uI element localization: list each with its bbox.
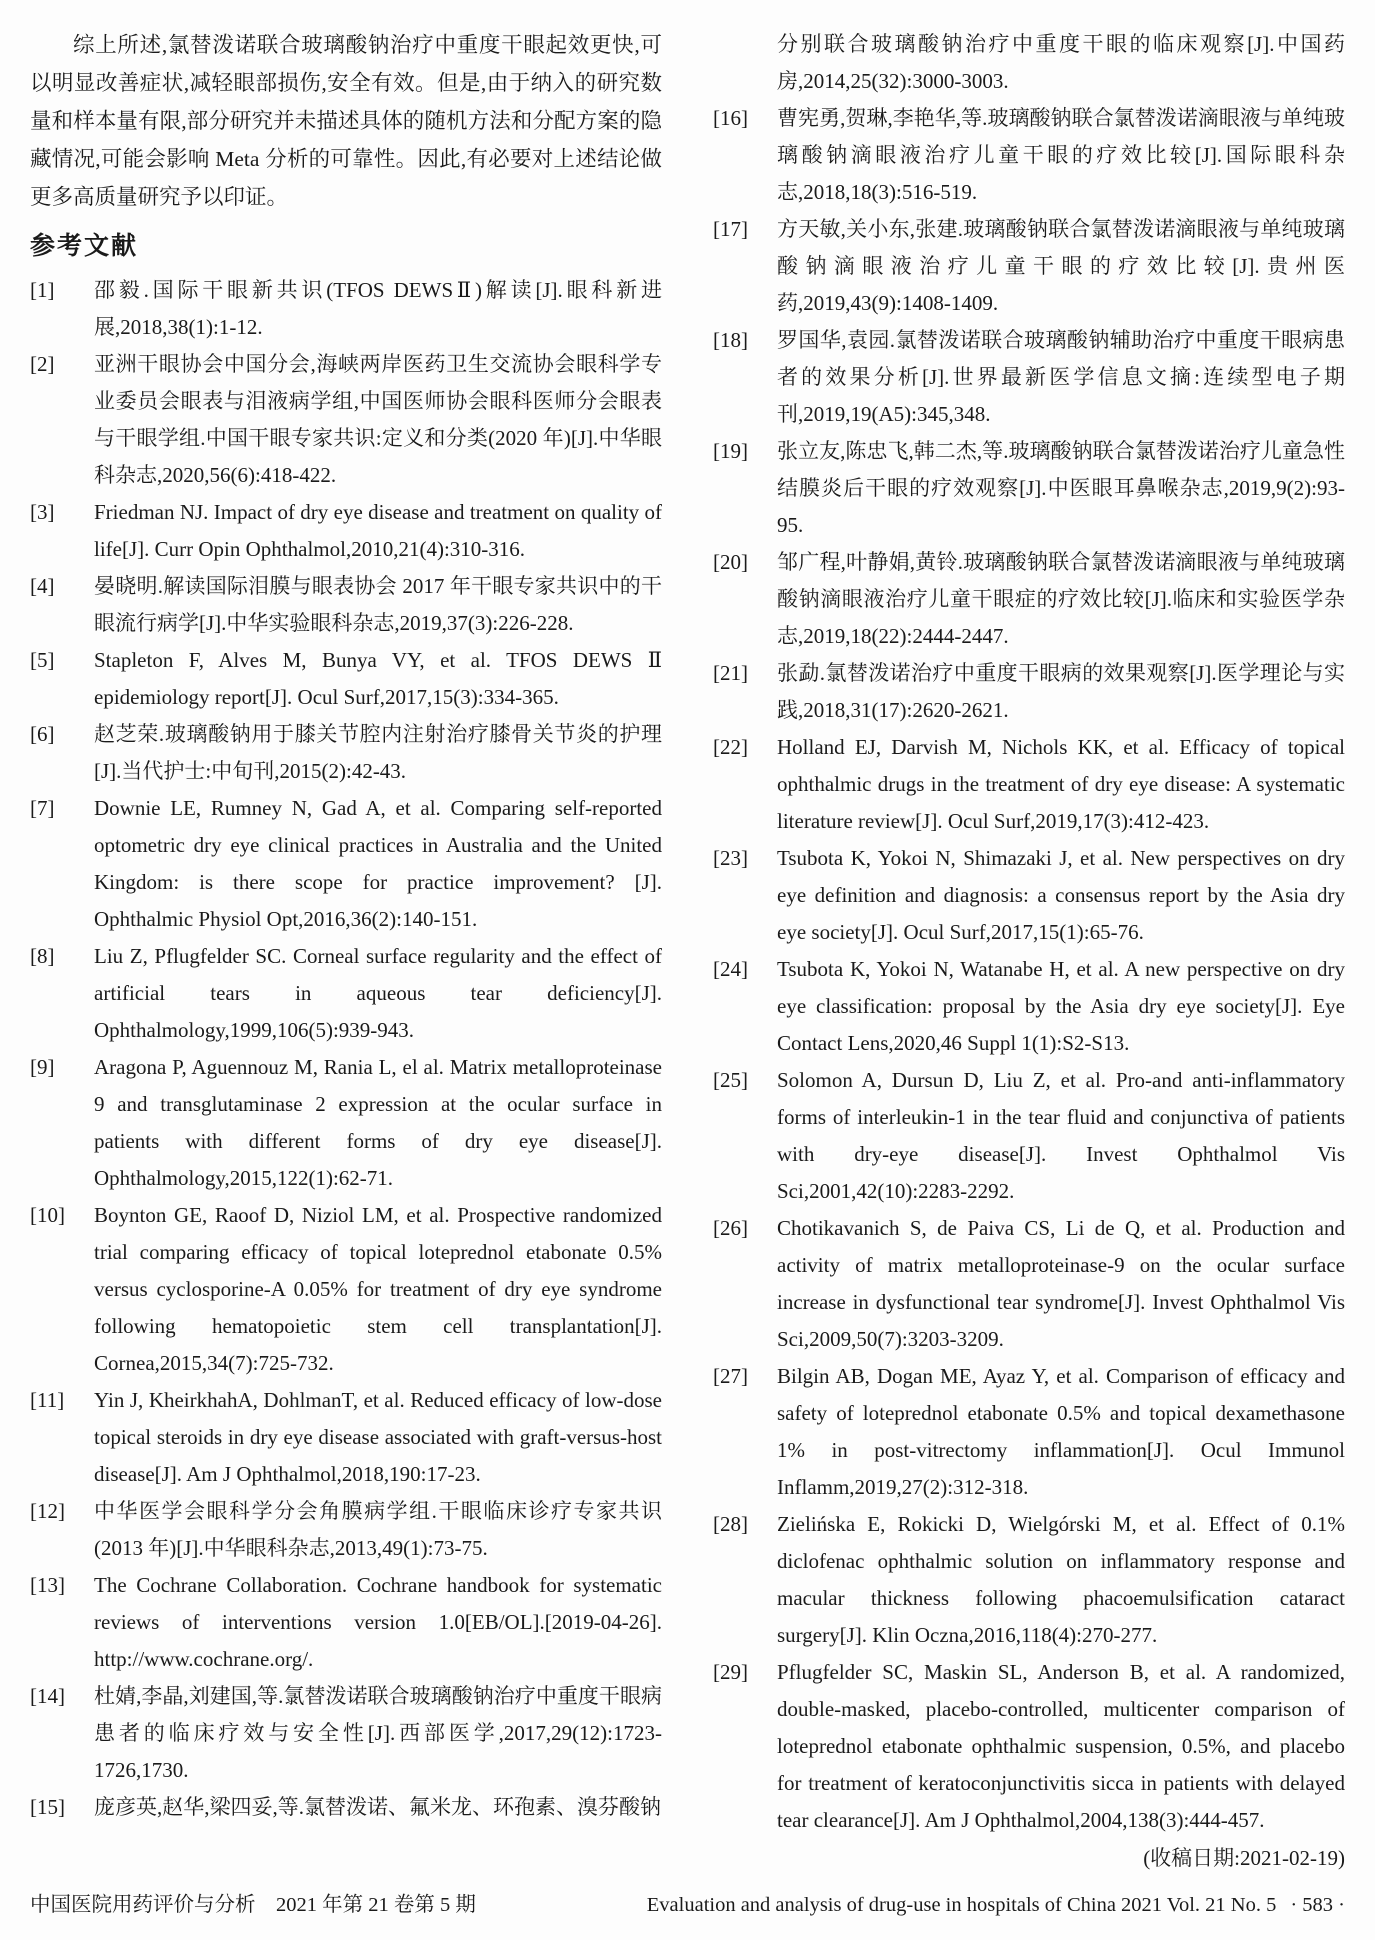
reference-text: 庞彦英,赵华,梁四妥,等.氯替泼诺、氟米龙、环孢素、溴芬酸钠 bbox=[94, 1795, 661, 1819]
reference-item-11 bbox=[30, 1382, 662, 1493]
reference-number: [6] bbox=[30, 722, 55, 746]
reference-text: 赵芝荣.玻璃酸钠用于膝关节腔内注射治疗膝骨关节炎的护理[J].当代护士:中旬刊,2015(2):42-43. bbox=[94, 722, 662, 783]
reference-text: Downie LE, Rumney N, Gad A, et al. Comparing self-reported optometric dry eye clinical practices in Australia and the United Kingdom: is there scope for practice improvement? [J]. Ophthalmic Physiol Opt,2016,36(2):140-151. bbox=[94, 796, 662, 931]
reference-item-28 bbox=[713, 1506, 1345, 1654]
reference-item-7 bbox=[30, 790, 662, 938]
reference-number: [11] bbox=[30, 1388, 65, 1412]
reference-item-25 bbox=[713, 1062, 1345, 1210]
reference-text: Bilgin AB, Dogan ME, Ayaz Y, et al. Comparison of efficacy and safety of loteprednol etabonate 0.5% and topical dexamethasone 1% in post-vitrectomy inflammation[J]. Ocul Immunol Inflamm,2019,27(2):312-318. bbox=[777, 1364, 1345, 1499]
reference-text: Solomon A, Dursun D, Liu Z, et al. Pro-and anti-inflammatory forms of interleukin-1 in the tear fluid and conjunctiva of patients with dry-eye disease[J]. Invest Ophthalmol Vis Sci,2001,42(10):2283-2292. bbox=[777, 1068, 1345, 1203]
reference-text: Boynton GE, Raoof D, Niziol LM, et al. Prospective randomized trial comparing efficacy of topical loteprednol etabonate 0.5% versus cyclosporine-A 0.05% for treatment of dry eye syndrome following hematopoietic stem cell transplantation[J]. Cornea,2015,34(7):725-732. bbox=[94, 1203, 662, 1375]
reference-item-6 bbox=[30, 716, 662, 790]
reference-item-9 bbox=[30, 1049, 662, 1197]
reference-number: [5] bbox=[30, 648, 55, 672]
reference-item-13 bbox=[30, 1567, 662, 1678]
reference-number: [26] bbox=[713, 1216, 748, 1240]
reference-text: 张立友,陈忠飞,韩二杰,等.玻璃酸钠联合氯替泼诺治疗儿童急性结膜炎后干眼的疗效观察[J].中医眼耳鼻喉杂志,2019,9(2):93-95. bbox=[777, 439, 1345, 537]
reference-number: [27] bbox=[713, 1364, 748, 1388]
reference-text: Stapleton F, Alves M, Bunya VY, et al. TFOS DEWS Ⅱ epidemiology report[J]. Ocul Surf,2017,15(3):334-365. bbox=[94, 648, 662, 709]
reference-number: [17] bbox=[713, 217, 748, 241]
reference-text: 罗国华,袁园.氯替泼诺联合玻璃酸钠辅助治疗中重度干眼病患者的效果分析[J].世界最新医学信息文摘:连续型电子期刊,2019,19(A5):345,348. bbox=[777, 328, 1345, 426]
reference-number: [25] bbox=[713, 1068, 748, 1092]
reference-item-19 bbox=[713, 433, 1345, 544]
reference-item-8 bbox=[30, 938, 662, 1049]
reference-number: [23] bbox=[713, 846, 748, 870]
left-column bbox=[30, 26, 662, 1877]
reference-item-23 bbox=[713, 840, 1345, 951]
reference-number: [8] bbox=[30, 944, 55, 968]
reference-number: [12] bbox=[30, 1499, 65, 1523]
references-list-right bbox=[713, 26, 1345, 1839]
reference-text: 邵毅.国际干眼新共识(TFOS DEWSⅡ)解读[J].眼科新进展,2018,38(1):1-12. bbox=[94, 278, 662, 339]
reference-number: [28] bbox=[713, 1512, 748, 1536]
reference-text: 晏晓明.解读国际泪膜与眼表协会 2017 年干眼专家共识中的干眼流行病学[J].中华实验眼科杂志,2019,37(3):226-228. bbox=[94, 574, 662, 635]
reference-number: [2] bbox=[30, 352, 55, 376]
reference-number: [18] bbox=[713, 328, 748, 352]
reference-text: Pflugfelder SC, Maskin SL, Anderson B, et al. A randomized, double-masked, placebo-controlled, multicenter comparison of loteprednol etabonate ophthalmic suspension, 0.5%, and placebo for treatment of keratoconjunctivitis sicca in patients with delayed tear clearance[J]. Am J Ophthalmol,2004,138(3):444-457. bbox=[777, 1660, 1345, 1832]
references-list-left bbox=[30, 272, 662, 1826]
reference-number: [16] bbox=[713, 106, 748, 130]
footer-journal-title-cn: 中国医院用药评价与分析 2021 年第 21 卷第 5 期 bbox=[30, 1894, 476, 1916]
reference-number: [24] bbox=[713, 957, 748, 981]
reference-number: [22] bbox=[713, 735, 748, 759]
reference-text: 方天敏,关小东,张建.玻璃酸钠联合氯替泼诺滴眼液与单纯玻璃酸钠滴眼液治疗儿童干眼的疗效比较[J].贵州医药,2019,43(9):1408-1409. bbox=[777, 217, 1345, 315]
reference-text: 中华医学会眼科学分会角膜病学组.干眼临床诊疗专家共识(2013 年)[J].中华眼科杂志,2013,49(1):73-75. bbox=[94, 1499, 662, 1560]
reference-text: Holland EJ, Darvish M, Nichols KK, et al. Efficacy of topical ophthalmic drugs in the treatment of dry eye disease: A systematic literature review[J]. Ocul Surf,2019,17(3):412-423. bbox=[777, 735, 1345, 833]
footer-en-text: Evaluation and analysis of drug-use in hospitals of China 2021 Vol. 21 No. 5 bbox=[646, 1894, 1277, 1916]
reference-item-1 bbox=[30, 272, 662, 346]
references-heading: 参考文献 bbox=[30, 231, 139, 260]
reference-item-3 bbox=[30, 494, 662, 568]
reference-item-27 bbox=[713, 1358, 1345, 1506]
reference-text: Yin J, KheirkhahA, DohlmanT, et al. Reduced efficacy of low-dose topical steroids in dry eye disease associated with graft-versus-host disease[J]. Am J Ophthalmol,2018,190:17-23. bbox=[94, 1388, 662, 1486]
reference-text: Aragona P, Aguennouz M, Rania L, el al. Matrix metalloproteinase 9 and transglutaminase 2 expression at the ocular surface in patients with different forms of dry eye disease[J]. Ophthalmology,2015,122(1):62-71. bbox=[94, 1055, 662, 1190]
page-number: · 583 · bbox=[1290, 1894, 1345, 1916]
reference-number: [7] bbox=[30, 796, 55, 820]
right-column bbox=[713, 26, 1345, 1877]
reference-item-29 bbox=[713, 1654, 1345, 1839]
reference-number: [19] bbox=[713, 439, 748, 463]
reference-item-18 bbox=[713, 322, 1345, 433]
reference-number: [15] bbox=[30, 1795, 65, 1819]
reference-text: 分别联合玻璃酸钠治疗中重度干眼的临床观察[J].中国药房,2014,25(32):3000-3003. bbox=[777, 32, 1345, 93]
reference-item-12 bbox=[30, 1493, 662, 1567]
reference-item-17 bbox=[713, 211, 1345, 322]
conclusion-paragraph: 综上所述,氯替泼诺联合玻璃酸钠治疗中重度干眼起效更快,可以明显改善症状,减轻眼部损伤,安全有效。但是,由于纳入的研究数量和样本量有限,部分研究并未描述具体的随机方法和分配方案的隐藏情况,可能会影响 Meta 分析的可靠性。因此,有必要对上述结论做更多高质量研究予以印证。 bbox=[30, 33, 662, 209]
reference-item-15-continuation bbox=[713, 26, 1345, 100]
reference-text: 亚洲干眼协会中国分会,海峡两岸医药卫生交流协会眼科学专业委员会眼表与泪液病学组,中国医师协会眼科医师分会眼表与干眼学组.中国干眼专家共识:定义和分类(2020 年)[J].中华眼科杂志,2020,56(6):418-422. bbox=[94, 352, 662, 487]
reference-item-24 bbox=[713, 951, 1345, 1062]
reference-number: [21] bbox=[713, 661, 748, 685]
reference-item-5 bbox=[30, 642, 662, 716]
reference-number: [13] bbox=[30, 1573, 65, 1597]
reference-text: Liu Z, Pflugfelder SC. Corneal surface regularity and the effect of artificial tears in aqueous tear deficiency[J]. Ophthalmology,1999,106(5):939-943. bbox=[94, 944, 662, 1042]
reference-number: [14] bbox=[30, 1684, 65, 1708]
reference-number bbox=[713, 26, 777, 100]
reference-text: Chotikavanich S, de Paiva CS, Li de Q, et al. Production and activity of matrix metalloproteinase-9 on the ocular surface increase in dysfunctional tear syndrome[J]. Invest Ophthalmol Vis Sci,2009,50(7):3203-3209. bbox=[777, 1216, 1345, 1351]
reference-item-21 bbox=[713, 655, 1345, 729]
reference-text: Friedman NJ. Impact of dry eye disease and treatment on quality of life[J]. Curr Opin Ophthalmol,2010,21(4):310-316. bbox=[94, 500, 662, 561]
reference-number: [20] bbox=[713, 550, 748, 574]
reference-number: [29] bbox=[713, 1660, 748, 1684]
reference-number: [1] bbox=[30, 278, 55, 302]
reference-item-10 bbox=[30, 1197, 662, 1382]
reference-number: [9] bbox=[30, 1055, 55, 1079]
page-footer bbox=[30, 1892, 1345, 1918]
reference-item-4 bbox=[30, 568, 662, 642]
reference-number: [10] bbox=[30, 1203, 65, 1227]
reference-item-26 bbox=[713, 1210, 1345, 1358]
reference-number: [3] bbox=[30, 500, 55, 524]
reference-text: 曹宪勇,贺琳,李艳华,等.玻璃酸钠联合氯替泼诺滴眼液与单纯玻璃酸钠滴眼液治疗儿童干眼的疗效比较[J].国际眼科杂志,2018,18(3):516-519. bbox=[777, 106, 1345, 204]
received-date: (收稿日期:2021-02-19) bbox=[1143, 1846, 1345, 1870]
reference-number: [4] bbox=[30, 574, 55, 598]
reference-item-16 bbox=[713, 100, 1345, 211]
reference-item-22 bbox=[713, 729, 1345, 840]
reference-text: Tsubota K, Yokoi N, Watanabe H, et al. A new perspective on dry eye classification: proposal by the Asia dry eye society[J]. Eye Contact Lens,2020,46 Suppl 1(1):S2-S13. bbox=[777, 957, 1345, 1055]
reference-text: The Cochrane Collaboration. Cochrane handbook for systematic reviews of interventions version 1.0[EB/OL].[2019-04-26]. http://www.cochrane.org/. bbox=[94, 1573, 662, 1671]
reference-text: 杜婧,李晶,刘建国,等.氯替泼诺联合玻璃酸钠治疗中重度干眼病患者的临床疗效与安全性[J].西部医学,2017,29(12):1723-1726,1730. bbox=[94, 1684, 662, 1782]
reference-text: 邹广程,叶静娟,黄铃.玻璃酸钠联合氯替泼诺滴眼液与单纯玻璃酸钠滴眼液治疗儿童干眼症的疗效比较[J].临床和实验医学杂志,2019,18(22):2444-2447. bbox=[777, 550, 1345, 648]
reference-item-2 bbox=[30, 346, 662, 494]
reference-text: Zielińska E, Rokicki D, Wielgórski M, et al. Effect of 0.1% diclofenac ophthalmic solution on inflammatory response and macular thickness following phacoemulsification cataract surgery[J]. Klin Oczna,2016,118(4):270-277. bbox=[777, 1512, 1345, 1647]
footer-journal-title-en bbox=[647, 1892, 1345, 1918]
reference-text: 张勐.氯替泼诺治疗中重度干眼病的效果观察[J].医学理论与实践,2018,31(17):2620-2621. bbox=[777, 661, 1345, 722]
reference-item-20 bbox=[713, 544, 1345, 655]
reference-item-14 bbox=[30, 1678, 662, 1789]
reference-item-15 bbox=[30, 1789, 662, 1826]
reference-text: Tsubota K, Yokoi N, Shimazaki J, et al. New perspectives on dry eye definition and diagnosis: a consensus report by the Asia dry eye society[J]. Ocul Surf,2017,15(1):65-76. bbox=[777, 846, 1345, 944]
